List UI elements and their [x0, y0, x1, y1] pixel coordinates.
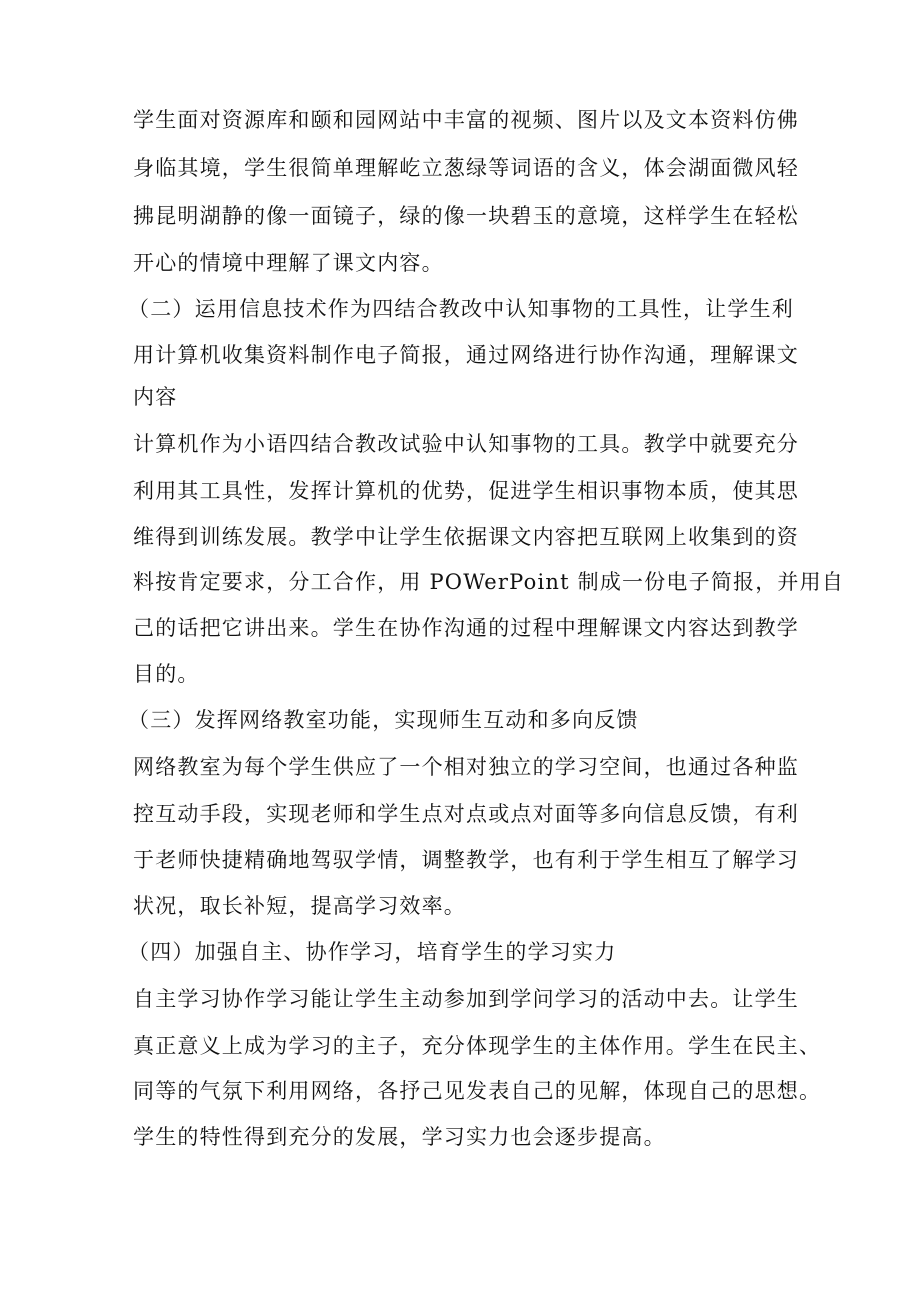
body-text-line: 网络教室为每个学生供应了一个相对独立的学习空间，也通过各种监	[133, 755, 799, 779]
section-heading-4: （四）加强自主、协作学习，培育学生的学习实力	[128, 940, 617, 964]
body-text-line: 内容	[133, 385, 178, 409]
body-text-line: 控互动手段，实现老师和学生点对点或点对面等多向信息反馈，有利	[133, 802, 799, 826]
body-text-line: 真正意义上成为学习的主子，充分体现学生的主体作用。学生在民主、	[133, 1034, 822, 1058]
body-text-line: 维得到训练发展。教学中让学生依据课文内容把互联网上收集到的资	[133, 525, 799, 549]
body-text-line: 学生的特性得到充分的发展，学习实力也会逐步提高。	[133, 1125, 666, 1149]
body-text-line: 计算机作为小语四结合教改试验中认知事物的工具。教学中就要充分	[133, 432, 799, 456]
body-text-line: 目的。	[133, 662, 200, 686]
body-text-line: 用计算机收集资料制作电子简报，通过网络进行协作沟通，理解课文	[133, 343, 799, 367]
body-text-line: 学生面对资源库和颐和园网站中丰富的视频、图片以及文本资料仿佛	[133, 108, 799, 132]
body-text-line: 状况，取长补短，提高学习效率。	[133, 894, 466, 918]
body-text-line: 利用其工具性，发挥计算机的优势，促进学生相识事物本质，使其思	[133, 479, 799, 503]
section-heading-3: （三）发挥网络教室功能，实现师生互动和多向反馈	[128, 708, 639, 732]
body-text-line: 于老师快捷精确地驾驭学情，调整教学，也有利于学生相互了解学习	[133, 848, 799, 872]
body-text-line: 身临其境，学生很简单理解屹立葱绿等词语的含义，体会湖面微风轻	[133, 156, 799, 180]
body-text-line: 同等的气氛下利用网络，各抒己见发表自己的见解，体现自己的思想。	[133, 1079, 822, 1103]
body-text-line: 开心的情境中理解了课文内容。	[133, 251, 444, 275]
body-text-line: 自主学习协作学习能让学生主动参加到学问学习的活动中去。让学生	[133, 987, 799, 1011]
body-text-line: 料按肯定要求，分工合作，用 POWerPoint 制成一份电子简报，并用自	[133, 570, 845, 594]
body-text-line: 拂昆明湖静的像一面镜子，绿的像一块碧玉的意境，这样学生在轻松	[133, 204, 799, 228]
body-text-line: 己的话把它讲出来。学生在协作沟通的过程中理解课文内容达到教学	[133, 616, 799, 640]
section-heading-2: （二）运用信息技术作为四结合教改中认知事物的工具性，让学生利	[128, 297, 794, 321]
